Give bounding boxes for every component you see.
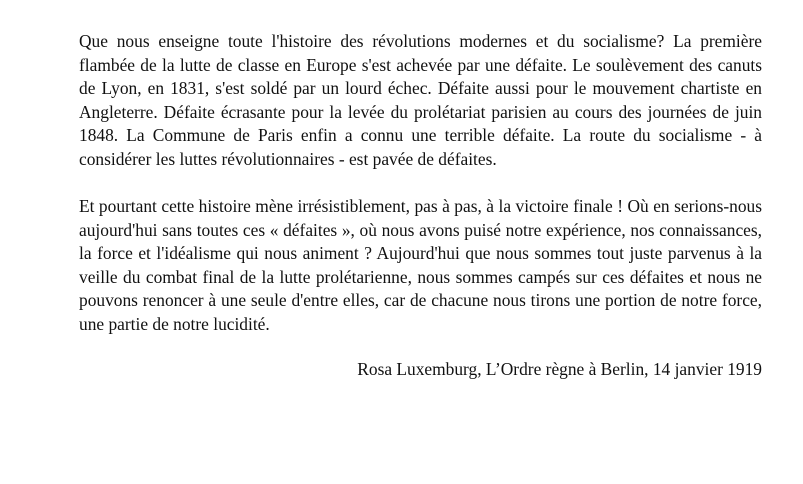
paragraph-1: Que nous enseigne toute l'histoire des révolutions modernes et du socialisme? La première flambée de la lutte de classe en Europe s'est achevée par une défaite. Le soulèvement des canuts de Lyon, en 1831, s'est soldé par un lourd échec. Défaite aussi pour le mouvement chartiste en Angleterre. Défaite écrasante pour la levée du prolétariat parisien au cours des journées de juin 1848. La Commune de Paris enfin a connu une terrible défaite. La route du socialisme - à considérer les luttes révolutionnaires - est pavée de défaites.: [79, 31, 762, 169]
quote-document: [79, 30, 762, 382]
attribution: Rosa Luxemburg, L’Ordre règne à Berlin, 14 janvier 1919: [357, 359, 762, 379]
paragraph-2: Et pourtant cette histoire mène irrésistiblement, pas à pas, à la victoire finale ! Où en serions-nous aujourd'hui sans toutes ces « défaites », où nous avons puisé notre expérience, nos connaissances, la force et l'idéalisme qui nous animent ? Aujourd'hui que nous sommes tout juste parvenus à la veille du combat final de la lutte prolétarienne, nous sommes campés sur ces défaites et nous ne pouvons renoncer à une seule d'entre elles, car de chacune nous tirons une portion de notre force, une partie de notre lucidité.: [79, 196, 762, 334]
